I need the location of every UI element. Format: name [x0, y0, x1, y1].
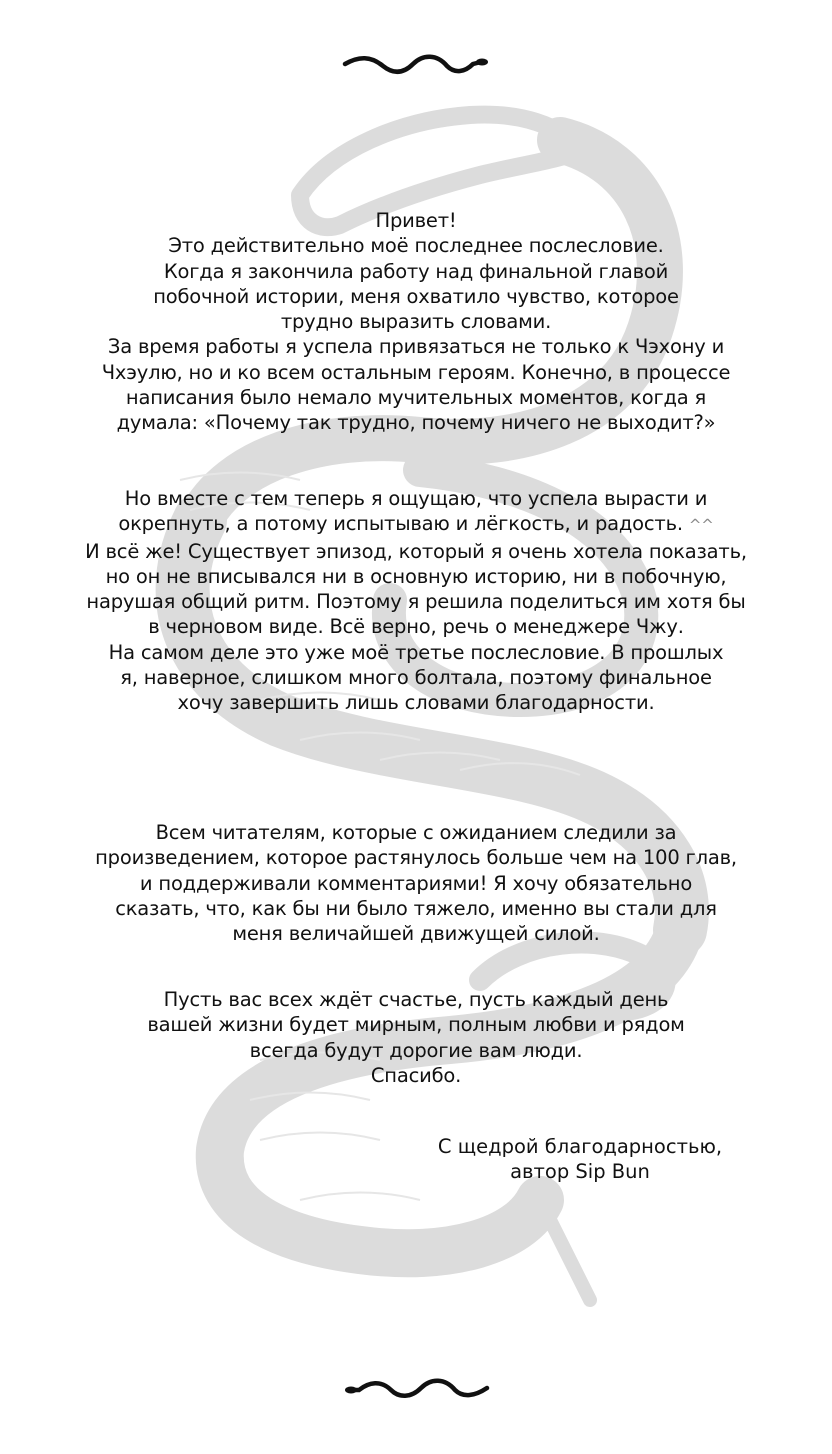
text-line: За время работы я успела привязаться не только к Чэхону и	[107, 335, 725, 359]
text-line: Спасибо.	[370, 1063, 462, 1087]
paragraph-growth	[60, 486, 772, 716]
paragraph-greeting	[60, 208, 772, 436]
text-line: Это действительно моё последнее послесловие.	[168, 234, 664, 258]
text-line: произведением, которое растянулось больше чем на 100 глав,	[95, 846, 737, 870]
snake-divider-icon	[341, 1372, 491, 1406]
text-line: На самом деле это уже моё третье послесловие. В прошлых	[108, 640, 724, 664]
text-line: Чхэулю, но и ко всем остальным героям. Конечно, в процессе	[101, 360, 731, 384]
text-line	[60, 511, 772, 538]
text-line: сказать, что, как бы ни было тяжело, именно вы стали для	[115, 896, 717, 920]
author-signature	[420, 1134, 740, 1185]
text-line: Но вместе с тем теперь я ощущаю, что успела вырасти и	[124, 487, 708, 510]
text-line: меня величайшей движущей силой.	[232, 922, 600, 946]
paragraph-readers	[60, 820, 772, 946]
emoticon: ^^	[688, 516, 714, 535]
text-line: написания было немало мучительных моментов, когда я	[125, 386, 707, 410]
text-line: всегда будут дорогие вам люди.	[249, 1038, 583, 1062]
text-line: Когда я закончила работу над финальной главой	[163, 259, 669, 283]
text-line-content: окрепнуть, а потому испытываю и лёгкость, и радость.	[118, 512, 683, 536]
snake-divider-icon	[341, 48, 491, 82]
text-line: нарушая общий ритм. Поэтому я решила поделиться им хотя бы	[86, 590, 746, 614]
text-line: думала: «Почему так трудно, почему ничего не выходит?»	[116, 411, 716, 435]
signature-line: автор Sip Bun	[510, 1160, 650, 1184]
text-line: но он не вписывался ни в основную историю, ни в побочную,	[105, 564, 727, 588]
top-snake-divider	[0, 48, 832, 82]
text-line: хочу завершить лишь словами благодарности.	[177, 691, 655, 715]
text-line: вашей жизни будет мирным, полным любви и рядом	[147, 1013, 685, 1037]
text-line: Привет!	[375, 209, 457, 232]
text-line: и поддерживали комментариями! Я хочу обязательно	[139, 871, 693, 895]
bottom-snake-divider	[0, 1372, 832, 1406]
text-line: я, наверное, слишком много болтала, поэтому финальное	[120, 666, 712, 690]
paragraph-wishes	[60, 987, 772, 1088]
text-line: Всем читателям, которые с ожиданием следили за	[155, 821, 677, 844]
text-line: Пусть вас всех ждёт счастье, пусть каждый день	[163, 988, 669, 1011]
signature-line: С щедрой благодарностью,	[437, 1135, 723, 1158]
text-line: И всё же! Существует эпизод, который я очень хотела показать,	[85, 539, 747, 563]
text-line: трудно выразить словами.	[280, 310, 552, 334]
text-line: в черновом виде. Всё верно, речь о менеджере Чжу.	[148, 615, 684, 639]
text-line: побочной истории, меня охватило чувство, которое	[153, 284, 679, 308]
